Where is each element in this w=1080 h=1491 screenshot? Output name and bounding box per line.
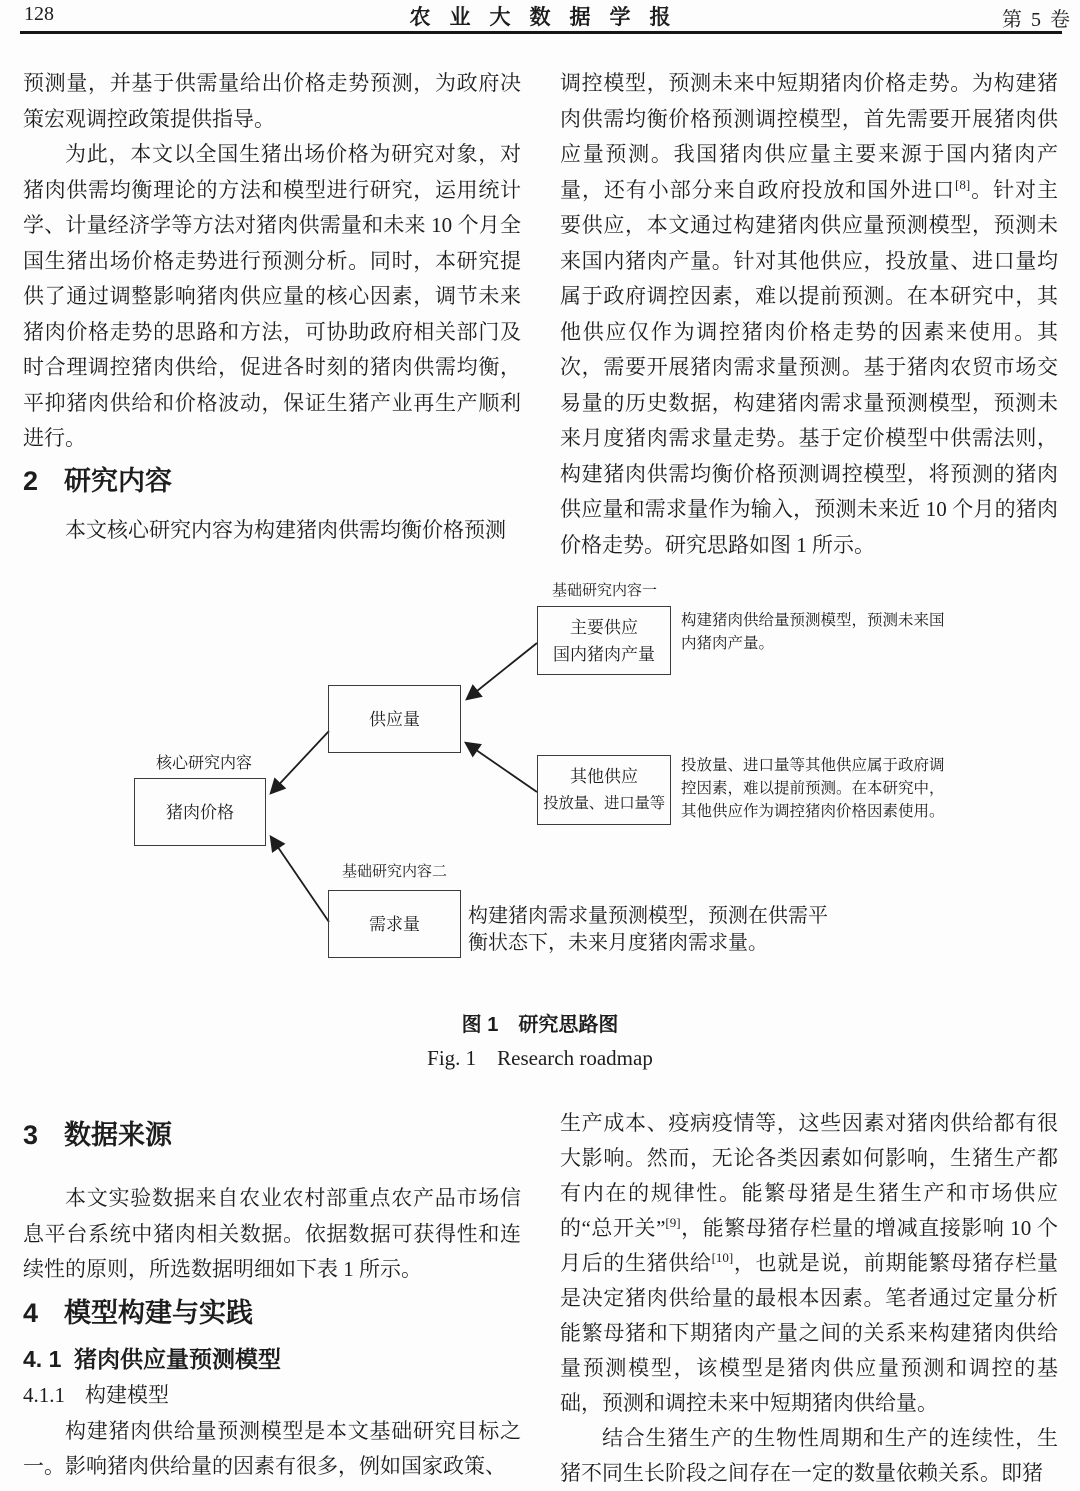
section-number: 2	[23, 465, 39, 496]
section-title: 猪肉供应量预测模型	[74, 1345, 281, 1372]
flow-box-price	[134, 778, 266, 846]
paragraph: 本文实验数据来自农业农村部重点农产品市场信息平台系统中猪肉相关数据。依据数据可获得性和连续性的原则，所选数据明细如下表 1 所示。	[23, 1186, 521, 1281]
flow-box-supply-label: 供应量	[369, 709, 420, 729]
annotation-other-supply: 投放量、进口量等其他供应属于政府调控因素，难以提前预测。在本研究中，其他供应作为调控猪肉价格因素使用。	[681, 757, 945, 820]
label-basic-research-two: 基础研究内容二	[342, 864, 448, 880]
section-heading-4-1	[23, 1346, 521, 1372]
section-title: 构建模型	[85, 1382, 169, 1407]
arrow-demand-to-price	[271, 837, 329, 922]
flow-box-supply	[328, 685, 461, 753]
section-number: 4.1.1	[23, 1382, 65, 1407]
paragraph: 构建猪肉供给量预测模型是本文基础研究目标之一。影响猪肉供给量的因素有很多，例如国家政策、	[23, 1418, 521, 1478]
paragraph: 调控模型，预测未来中短期猪肉价格走势。为构建猪肉供需均衡价格预测调控模型，首先需要开展猪肉供应量预测。我国猪肉供应量主要来源于国内猪肉产量，还有小部分来自政府投放和国外进口[8]。针对主要供应，本文通过构建猪肉供应量预测模型，预测未来国内猪肉产量。针对其他供应，投放量、进口量均属于政府调控因素，难以提前预测。在本研究中，其他供应仅作为调控猪肉价格走势的因素来使用。其次，需要开展猪肉需求量预测。基于猪肉农贸市场交易量的历史数据，构建猪肉需求量预测模型，预测未来月度猪肉需求量走势。基于定价模型中供需法则，构建猪肉供需均衡价格预测调控模型，将预测的猪肉供应量和需求量作为输入，预测未来近 10 个月的猪肉价格走势。研究思路如图 1 所示。	[560, 71, 1059, 557]
label-core-research: 核心研究内容	[156, 755, 253, 772]
arrow-supply-to-price	[271, 731, 329, 793]
figure-caption-en: Fig. 1 Research roadmap	[427, 1046, 653, 1070]
annotation-main-supply: 构建猪肉供给量预测模型，预测未来国内猪肉产量。	[681, 612, 945, 652]
volume-label: 第 5 卷	[1002, 9, 1072, 31]
section-heading-2	[23, 466, 521, 496]
figure-research-roadmap	[0, 560, 1080, 1020]
flow-box-price-label: 猪肉价格	[166, 802, 234, 822]
section-heading-4	[23, 1298, 521, 1328]
left-column-bottom	[23, 1120, 521, 1485]
arrow-other-supply-to-supply	[466, 743, 537, 792]
arrow-main-supply-to-supply	[467, 643, 537, 699]
flow-box-main-supply-line2: 国内猪肉产量	[553, 644, 655, 664]
flow-box-demand-label: 需求量	[369, 914, 420, 934]
flow-box-other-supply-line1: 其他供应	[570, 767, 638, 786]
journal-title: 农业大数据学报	[409, 6, 690, 29]
flow-box-other-supply	[537, 755, 671, 825]
flow-box-other-supply-line2: 投放量、进口量等	[543, 795, 665, 812]
page-number: 128	[24, 3, 54, 25]
section-number: 4. 1	[23, 1345, 62, 1372]
label-basic-research-one: 基础研究内容一	[552, 583, 658, 599]
annotation-demand: 构建猪肉需求量预测模型，预测在供需平衡状态下，未来月度猪肉需求量。	[468, 905, 828, 954]
left-column-top	[23, 66, 521, 548]
paragraph: 为此，本文以全国生猪出场价格为研究对象，对猪肉供需均衡理论的方法和模型进行研究，运用统计学、计量经济学等方法对猪肉供需量和未来 10 个月全国生猪出场价格走势进行预测分析。同时，本研究提供了通过调整影响猪肉供应量的核心因素，调节未来猪肉价格走势的思路和方法，可协助政府相关部门及时合理调控猪肉供给，促进各时刻的猪肉供需均衡，平抑猪肉供给和价格波动，保证生猪产业再生产顺利进行。	[23, 142, 521, 450]
right-column-top	[560, 66, 1058, 563]
paragraph: 生产成本、疫病疫情等，这些因素对猪肉供给都有很大影响。然而，无论各类因素如何影响，生猪生产都有内在的规律性。能繁母猪是生猪生产和市场供应的“总开关”[9]，能繁母猪存栏量的增减直接影响 10 个月后的生猪供给[10]，也就是说，前期能繁母猪存栏量是决定猪肉供给量的最根本因素。笔者通过定量分析能繁母猪和下期猪肉产量之间的关系来构建猪肉供给量预测模型，该模型是猪肉供应量预测和调控的基础，预测和调控未来中短期猪肉供给量。	[560, 1111, 1059, 1415]
paragraph: 预测量，并基于供需量给出价格走势预测，为政府决策宏观调控政策提供指导。	[23, 71, 521, 131]
flow-box-main-supply	[537, 606, 671, 675]
right-column-bottom	[560, 1106, 1058, 1491]
section-title: 模型构建与实践	[64, 1297, 253, 1328]
header-rule	[20, 31, 1062, 34]
flow-box-demand	[328, 890, 461, 958]
section-heading-4-1-1	[23, 1383, 521, 1407]
section-title: 研究内容	[64, 465, 172, 496]
section-number: 4	[23, 1297, 39, 1328]
flow-box-main-supply-line1: 主要供应	[570, 617, 638, 637]
paragraph: 结合生猪生产的生物性周期和生产的连续性，生猪不同生长阶段之间存在一定的数量依赖关系。即猪	[560, 1426, 1058, 1485]
section-title: 数据来源	[64, 1120, 172, 1150]
section-heading-3	[23, 1120, 521, 1150]
paragraph: 本文核心研究内容为构建猪肉供需均衡价格预测	[65, 517, 506, 542]
figure-caption-zh: 图 1 研究思路图	[461, 1014, 619, 1036]
section-number: 3	[23, 1120, 39, 1150]
